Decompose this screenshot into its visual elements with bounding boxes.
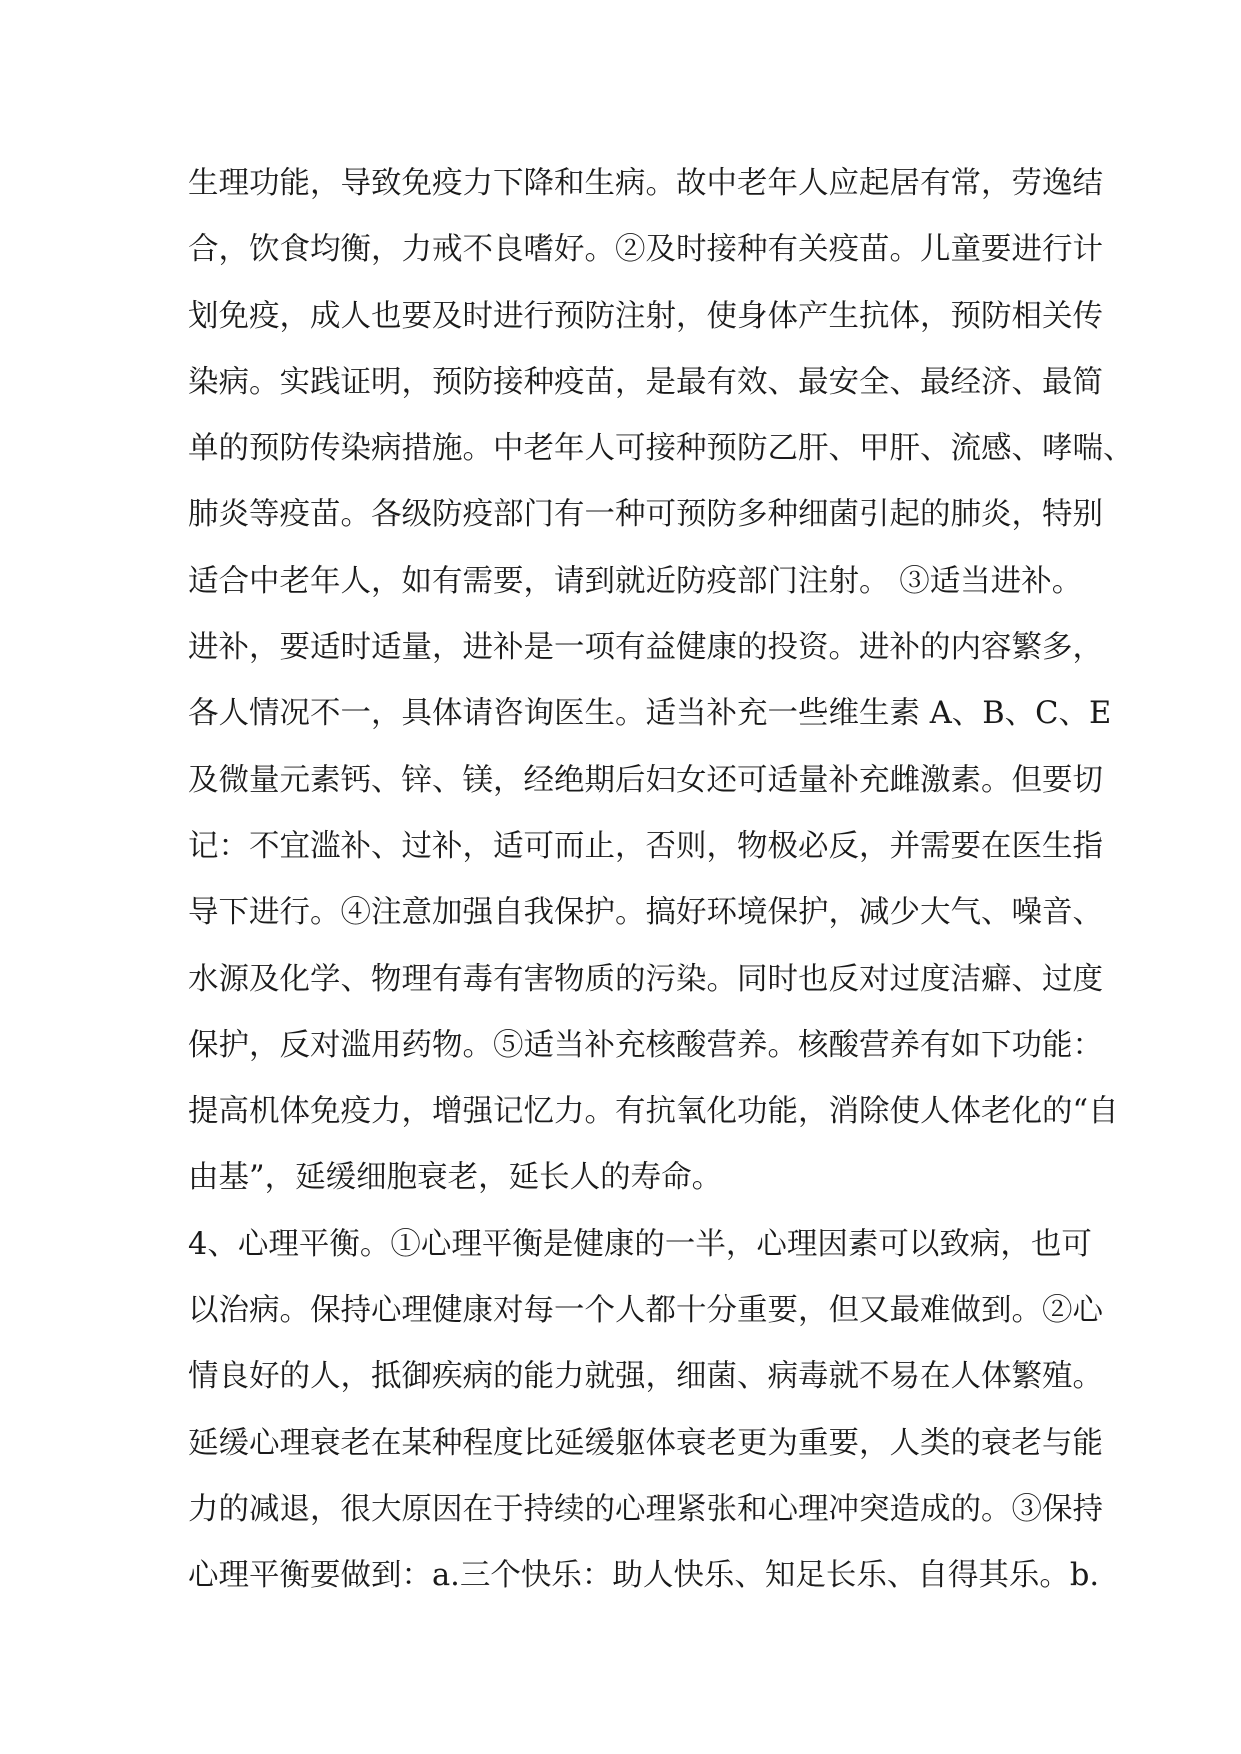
text-line: 水源及化学、物理有毒有害物质的污染。同时也反对过度洁癖、过度 [188,961,1103,997]
text-line: 各人情况不一，具体请咨询医生。适当补充一些维生素 A、B、C、E [188,696,1112,732]
text-line: 合，饮食均衡，力戒不良嗜好。②及时接种有关疫苗。儿童要进行计 [188,232,1103,268]
text-line: 划免疫，成人也要及时进行预防注射，使身体产生抗体，预防相关传 [188,298,1103,334]
text-line: 延缓心理衰老在某种程度比延缓躯体衰老更为重要，人类的衰老与能 [188,1425,1103,1461]
text-line: 由基”，延缓细胞衰老，延长人的寿命。 [188,1160,723,1196]
text-line: 肺炎等疫苗。各级防疫部门有一种可预防多种细菌引起的肺炎，特别 [188,497,1103,533]
text-line: 提高机体免疫力，增强记忆力。有抗氧化功能，消除使人体老化的“自 [188,1094,1119,1130]
text-line: 记：不宜滥补、过补，适可而止，否则，物极必反，并需要在医生指 [188,828,1103,864]
text-line: 进补，要适时适量，进补是一项有益健康的投资。进补的内容繁多， [188,630,1103,666]
text-line: 导下进行。④注意加强自我保护。搞好环境保护，减少大气、噪音、 [188,895,1103,931]
text-line: 心理平衡要做到：a.三个快乐：助人快乐、知足长乐、自得其乐。b. [188,1558,1100,1594]
text-line: 4、心理平衡。①心理平衡是健康的一半，心理因素可以致病，也可 [188,1226,1092,1262]
text-line: 力的减退，很大原因在于持续的心理紧张和心理冲突造成的。③保持 [188,1491,1103,1527]
text-line: 以治病。保持心理健康对每一个人都十分重要，但又最难做到。②心 [188,1293,1103,1329]
body-text [188,158,1134,1617]
text-line: 情良好的人，抵御疾病的能力就强，细菌、病毒就不易在人体繁殖。 [188,1359,1103,1395]
text-line: 及微量元素钙、锌、镁，经绝期后妇女还可适量补充雌激素。但要切 [188,762,1103,798]
text-line: 适合中老年人，如有需要，请到就近防疫部门注射。 ③适当进补。 [188,563,1083,599]
text-line: 单的预防传染病措施。中老年人可接种预防乙肝、甲肝、流感、哮喘、 [188,431,1134,467]
text-line: 保护，反对滥用药物。⑤适当补充核酸营养。核酸营养有如下功能： [188,1027,1103,1063]
text-line: 染病。实践证明，预防接种疫苗，是最有效、最安全、最经济、最简 [188,364,1103,400]
text-line: 生理功能，导致免疫力下降和生病。故中老年人应起居有常，劳逸结 [188,166,1103,201]
